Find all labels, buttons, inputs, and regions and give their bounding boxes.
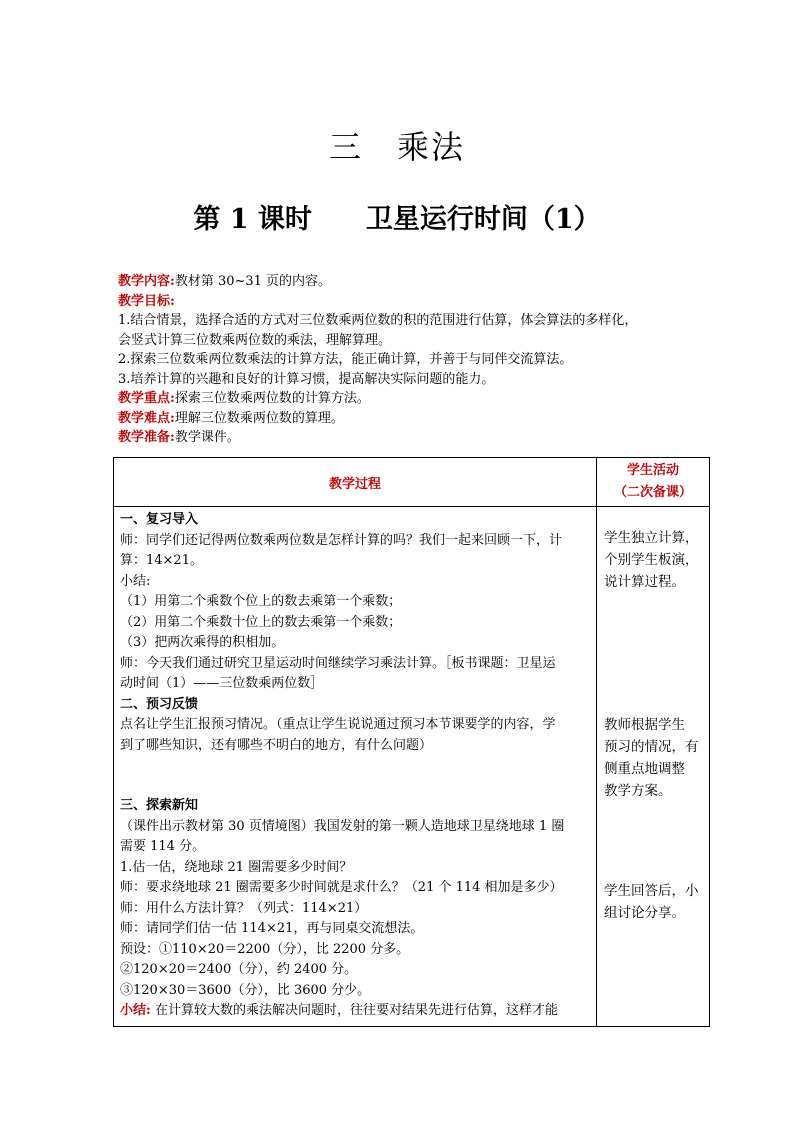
explore-line: （课件出示教材第 30 页情境图）我国发射的第一颗人造地球卫星绕地球 1 圈 (120, 818, 565, 834)
activity-line: 学生独立计算， (604, 530, 699, 546)
explore-line: 预设：①110×20＝2200（分），比 2200 分多。 (120, 941, 410, 957)
activity-line: 预习的情况，有 (604, 739, 699, 755)
review-line: 动时间（1）——三位数乘两位数］ (120, 676, 324, 691)
activity-line: 组讨论分享。 (604, 905, 685, 921)
prep-row (118, 428, 718, 448)
review-point: （3）把两次乘得的积相加。 (120, 635, 285, 650)
key-row (118, 389, 718, 409)
header-side-line1: 学生活动 (626, 463, 679, 478)
activity-line: 教学方案。 (604, 783, 672, 799)
content-text: 教材第 30~31 页的内容。 (174, 274, 332, 289)
content-row (118, 272, 718, 292)
prep-label: 教学准备: (118, 430, 175, 445)
explore-summary-text: 在计算较大数的乘法解决问题时，往往要对结果先进行估算，这样才能 (154, 1003, 558, 1018)
review-line: 算：14×21。 (120, 553, 203, 568)
goal-1b: 会竖式计算三位数乘两位数的乘法，理解算理。 (118, 332, 392, 348)
explore-line: ②120×20＝2400（分），约 2400 分。 (120, 962, 358, 977)
lesson-subtitle: 第 1 课时 卫星运行时间（1） (193, 204, 601, 235)
activity-line: 教师根据学生 (604, 717, 685, 733)
preview-line: 点名让学生汇报预习情况。（重点让学生说说通过预习本节课要学的内容，学 (120, 717, 556, 732)
review-line: 师：同学们还记得两位数乘两位数是怎样计算的吗？我们一起来回顾一下，计 (120, 532, 563, 548)
explore-line: ③120×30＝3600（分），比 3600 分少。 (120, 982, 371, 998)
review-point: （2）用第二个乘数十位上的数去乘第一个乘数； (120, 614, 402, 630)
review-line: 师：今天我们通过研究卫星运动时间继续学习乘法计算。［板书课题：卫星运 (120, 655, 556, 671)
explore-line: 1.估一估，绕地球 21 圈需要多少时间？ (120, 859, 353, 875)
activity-line: 说计算过程。 (604, 574, 685, 590)
review-point: （1）用第二个乘数个位上的数去乘第一个乘数； (120, 594, 402, 609)
header-side-line2: （二次备课） (613, 485, 692, 500)
teaching-process-cell (114, 507, 597, 1027)
content-label: 教学内容: (118, 274, 175, 289)
section-preview-feedback: 二、预习反馈 (120, 696, 199, 712)
explore-line: 师：要求绕地球 21 圈需要多少时间就是求什么？（21 个 114 相加是多少） (120, 880, 563, 895)
spacer (120, 756, 590, 796)
goal-3: 3.培养计算的兴趣和良好的计算习惯，提高解决实际问题的能力。 (118, 371, 495, 387)
goals-row (118, 292, 718, 312)
key-label: 教学重点: (118, 391, 175, 406)
difficulty-label: 教学难点: (118, 410, 175, 426)
goal-2: 2.探索三位数乘两位数乘法的计算方法，能正确计算，并善于与同伴交流算法。 (118, 352, 573, 367)
student-activity-3 (604, 880, 704, 924)
preview-line: 到了哪些知识，还有哪些不明白的地方，有什么问题） (120, 737, 433, 753)
header-student-activity (597, 458, 710, 507)
goal-1a: 1.结合情景，选择合适的方式对三位数乘两位数的积的范围进行估算，体会算法的多样化， (118, 313, 638, 328)
page-title: 三 乘法 (328, 128, 465, 166)
section-explore: 三、探索新知 (120, 798, 199, 813)
explore-summary (120, 1001, 590, 1022)
difficulty-text: 理解三位数乘两位数的算理。 (174, 410, 344, 426)
goals-label: 教学目标: (118, 293, 175, 309)
key-text: 探索三位数乘两位数的计算方法。 (174, 391, 370, 406)
explore-summary-label: 小结: (120, 1003, 151, 1018)
section-review: 一、复习导入 (120, 512, 199, 527)
explore-line: 师：请同学们估一估 114×21，再与同桌交流想法。 (120, 921, 424, 936)
activity-line: 个别学生板演， (604, 552, 699, 568)
student-activity-2 (604, 714, 704, 802)
review-summary-label: 小结: (120, 573, 151, 589)
prep-text: 教学课件。 (174, 430, 240, 445)
student-activity-1 (604, 527, 704, 593)
activity-line: 侧重点地调整 (604, 761, 685, 777)
activity-line: 学生回答后，小 (604, 883, 699, 899)
explore-line: 需要 114 分。 (120, 839, 206, 854)
explore-line: 师：用什么方法计算？（列式：114×21） (120, 900, 368, 916)
lesson-meta (118, 272, 718, 448)
difficulty-row (118, 409, 718, 429)
header-teaching-process: 教学过程 (114, 458, 597, 507)
